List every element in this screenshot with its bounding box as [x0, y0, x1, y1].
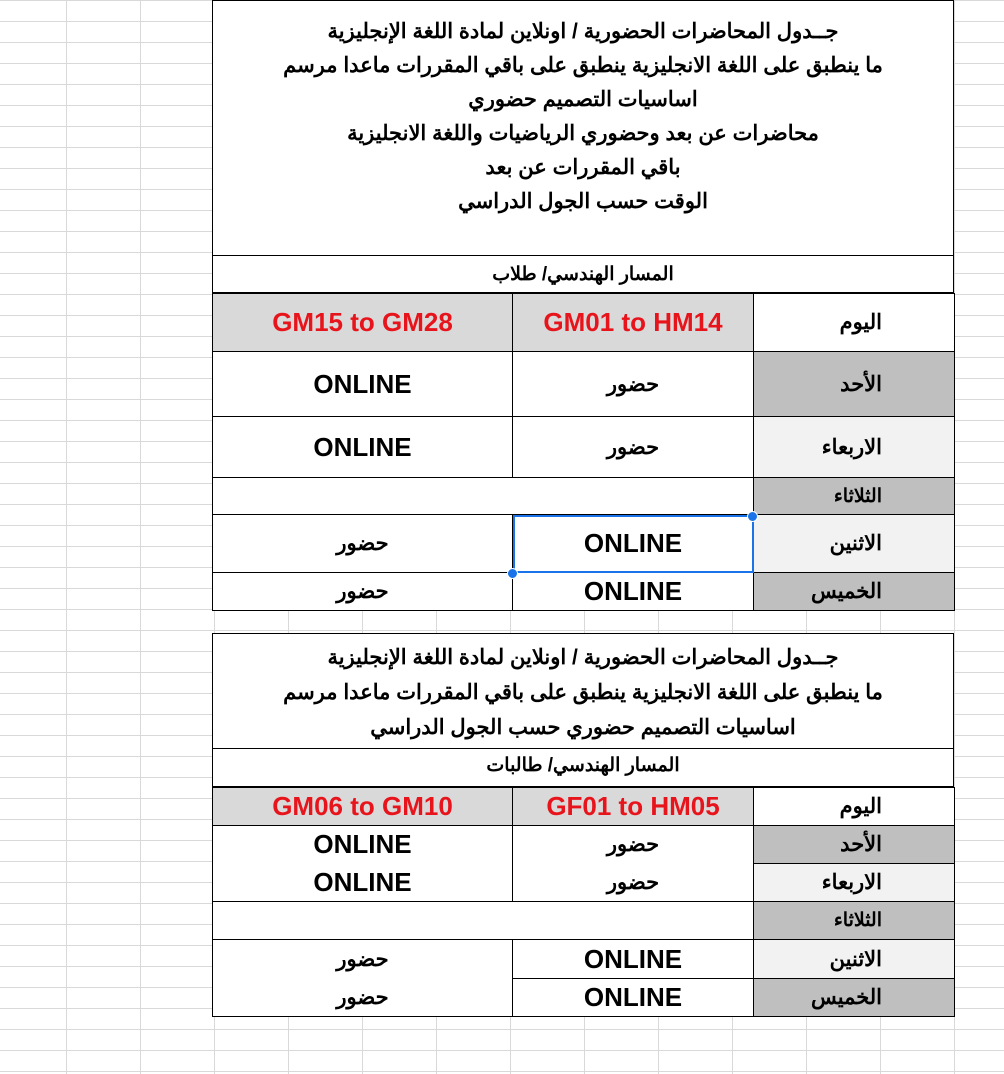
row-thursday [213, 573, 955, 611]
row-wednesday [213, 417, 955, 478]
cell-sunday-a[interactable]: حضور [513, 352, 754, 417]
cell-wednesday-b[interactable]: ONLINE [213, 417, 513, 478]
title-line: باقي المقررات عن بعد [485, 156, 681, 179]
group-a-header[interactable]: GM01 to HM14 [513, 294, 754, 352]
day-sunday[interactable]: الأحد [754, 826, 955, 864]
cell-monday-a-selected[interactable]: ONLINE [513, 515, 754, 573]
title-line: اساسيات التصميم حضوري حسب الجول الدراسي [370, 716, 796, 739]
schedule-boys-path-label[interactable] [212, 256, 954, 293]
day-monday[interactable]: الاثنين [754, 515, 955, 573]
cell-thursday-b[interactable]: حضور [213, 979, 513, 1017]
cell-monday-b[interactable]: حضور [213, 940, 513, 979]
cell-wednesday-a[interactable]: حضور [513, 864, 754, 902]
cell-sunday-b[interactable]: ONLINE [213, 352, 513, 417]
row-tuesday [213, 478, 955, 515]
day-thursday[interactable]: الخميس [754, 979, 955, 1017]
title-line: ما ينطبق على اللغة الانجليزية ينطبق على باقي المقررات ماعدا مرسم [283, 54, 883, 77]
day-tuesday[interactable]: الثلاثاء [754, 902, 955, 940]
day-header[interactable]: اليوم [754, 294, 955, 352]
path-label-text: المسار الهندسي/ طالبات [486, 755, 680, 776]
cell-wednesday-a[interactable]: حضور [513, 417, 754, 478]
title-line: محاضرات عن بعد وحضوري الرياضيات واللغة الانجليزية [347, 122, 819, 145]
schedule-boys-title[interactable] [212, 0, 954, 256]
row-sunday [213, 826, 955, 864]
schedule-girls-path-label[interactable] [212, 749, 954, 787]
cell-monday-a[interactable]: ONLINE [513, 940, 754, 979]
title-line: اساسيات التصميم حضوري [468, 88, 698, 111]
path-label-text: المسار الهندسي/ طلاب [492, 264, 674, 285]
title-line: جــدول المحاضرات الحضورية / اونلاين لمادة اللغة الإنجليزية [327, 646, 839, 669]
group-b-header[interactable]: GM15 to GM28 [213, 294, 513, 352]
row-sunday [213, 352, 955, 417]
schedule-girls [212, 633, 954, 1017]
cell-thursday-b[interactable]: حضور [213, 573, 513, 611]
header-row [213, 788, 955, 826]
cell-thursday-a[interactable]: ONLINE [513, 979, 754, 1017]
cell-thursday-a[interactable]: ONLINE [513, 573, 754, 611]
day-header[interactable]: اليوم [754, 788, 955, 826]
title-line: جــدول المحاضرات الحضورية / اونلاين لمادة اللغة الإنجليزية [327, 20, 839, 43]
selection-handle-bottom-left[interactable] [507, 568, 518, 579]
day-sunday[interactable]: الأحد [754, 352, 955, 417]
schedule-girls-title[interactable] [212, 633, 954, 749]
row-monday [213, 940, 955, 979]
row-thursday [213, 979, 955, 1017]
header-row [213, 294, 955, 352]
row-tuesday [213, 902, 955, 940]
group-a-header[interactable]: GF01 to HM05 [513, 788, 754, 826]
day-tuesday[interactable]: الثلاثاء [754, 478, 955, 515]
row-monday [213, 515, 955, 573]
cell-monday-b[interactable]: حضور [213, 515, 513, 573]
schedule-boys-table [212, 293, 955, 611]
schedule-girls-table [212, 787, 955, 1017]
schedule-boys [212, 0, 954, 611]
cell-sunday-a[interactable]: حضور [513, 826, 754, 864]
day-wednesday[interactable]: الاربعاء [754, 864, 955, 902]
cell-wednesday-b[interactable]: ONLINE [213, 864, 513, 902]
title-line: ما ينطبق على اللغة الانجليزية ينطبق على باقي المقررات ماعدا مرسم [283, 681, 883, 704]
group-b-header[interactable]: GM06 to GM10 [213, 788, 513, 826]
cell-sunday-b[interactable]: ONLINE [213, 826, 513, 864]
day-thursday[interactable]: الخميس [754, 573, 955, 611]
cell-tuesday-merged[interactable] [213, 902, 754, 940]
title-line: الوقت حسب الجول الدراسي [458, 190, 708, 213]
selection-handle-top-right[interactable] [747, 511, 758, 522]
row-wednesday [213, 864, 955, 902]
day-monday[interactable]: الاثنين [754, 940, 955, 979]
day-wednesday[interactable]: الاربعاء [754, 417, 955, 478]
cell-tuesday-merged[interactable] [213, 478, 754, 515]
